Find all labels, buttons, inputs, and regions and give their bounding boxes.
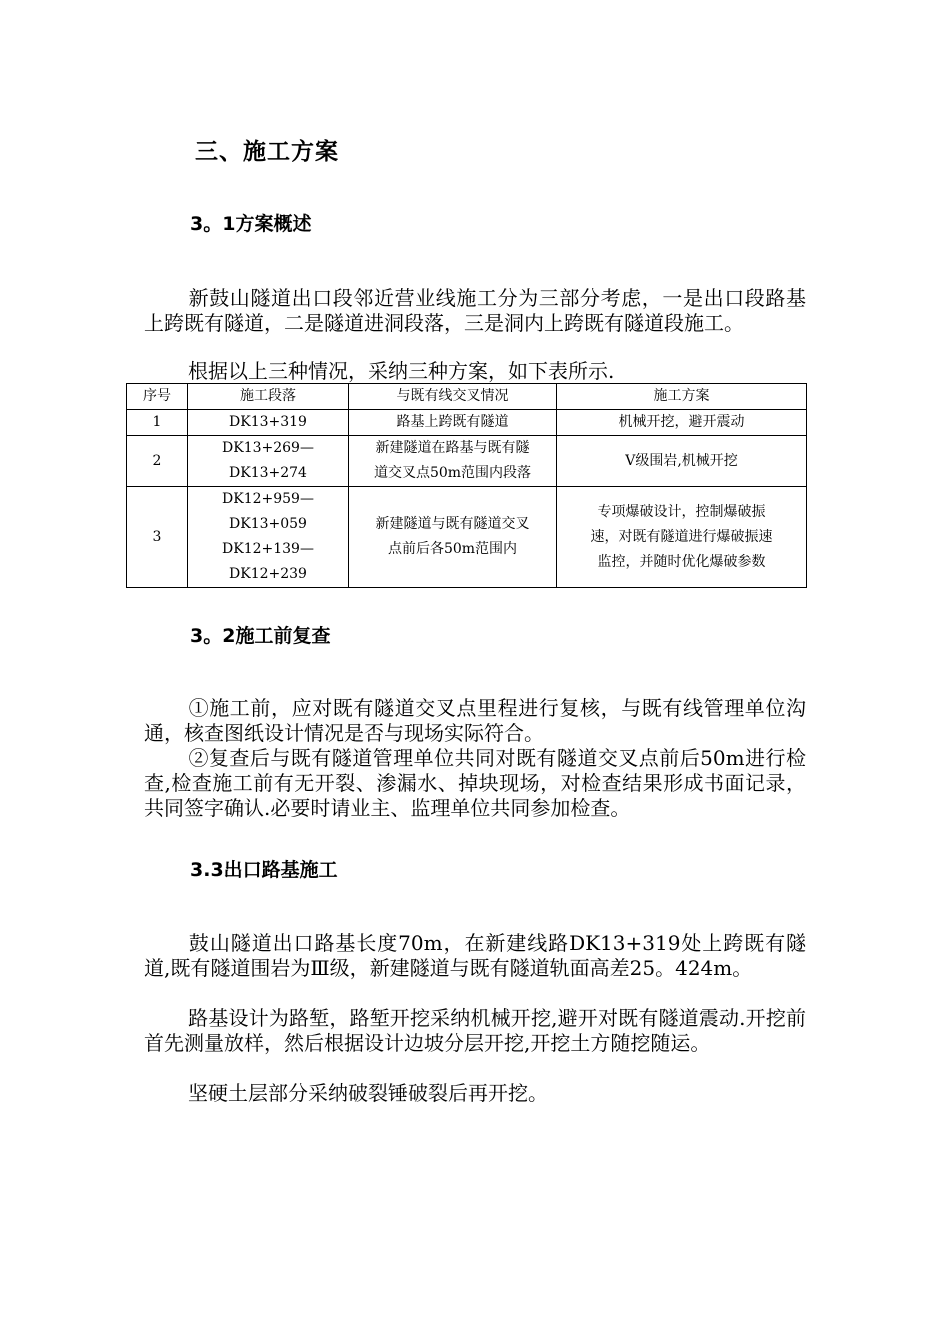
cell-plan: 专项爆破设计，控制爆破振 速，对既有隧道进行爆破振速 监控，并随时优化爆破参数 bbox=[557, 487, 807, 588]
paragraph-subgrade-2: 路基设计为路堑，路堑开挖采纳机械开挖,避开对既有隧道震动.开挖前首先测量放样，然后根据设计边坡分层开挖,开挖土方随挖随运。 bbox=[144, 1006, 806, 1055]
paragraph-recheck-1: ①施工前，应对既有隧道交叉点里程进行复核，与既有线管理单位沟通，核查图纸设计情况是否与现场实际符合。 bbox=[144, 696, 806, 745]
paragraph-recheck-2: ②复查后与既有隧道管理单位共同对既有隧道交叉点前后50m进行检查,检查施工前有无开裂、渗漏水、掉块现场，对检查结果形成书面记录，共同签字确认.必要时请业主、监理单位共同参加检查。 bbox=[144, 746, 806, 820]
plan-table bbox=[126, 383, 807, 588]
paragraph-table-intro: 根据以上三种情况，采纳三种方案，如下表所示. bbox=[188, 359, 615, 383]
heading-3-1: 3。1方案概述 bbox=[190, 213, 312, 235]
heading-3-2: 3。2施工前复查 bbox=[190, 625, 331, 647]
section-title: 三、施工方案 bbox=[195, 139, 339, 165]
paragraph-subgrade-1: 鼓山隧道出口路基长度70m，在新建线路DK13+319处上跨既有隧道,既有隧道围岩为Ⅲ级，新建隧道与既有隧道轨面高差25。424m。 bbox=[144, 931, 806, 980]
cell-no: 1 bbox=[127, 410, 188, 436]
header-cell-plan: 施工方案 bbox=[557, 384, 807, 410]
paragraph-overview: 新鼓山隧道出口段邻近营业线施工分为三部分考虑，一是出口段路基上跨既有隧道，二是隧道进洞段落，三是洞内上跨既有隧道段施工。 bbox=[144, 286, 806, 335]
cell-segment: DK13+319 bbox=[188, 410, 349, 436]
heading-3-3: 3.3出口路基施工 bbox=[190, 859, 338, 881]
cell-crossing: 路基上跨既有隧道 bbox=[349, 410, 557, 436]
cell-crossing: 新建隧道与既有隧道交叉 点前后各50m范围内 bbox=[349, 487, 557, 588]
table-row bbox=[127, 487, 807, 588]
cell-no: 2 bbox=[127, 436, 188, 487]
header-cell-segment: 施工段落 bbox=[188, 384, 349, 410]
header-cell-crossing: 与既有线交叉情况 bbox=[349, 384, 557, 410]
header-cell-no: 序号 bbox=[127, 384, 188, 410]
cell-no: 3 bbox=[127, 487, 188, 588]
table-row bbox=[127, 410, 807, 436]
cell-segment: DK12+959— DK13+059 DK12+139— DK12+239 bbox=[188, 487, 349, 588]
cell-segment: DK13+269— DK13+274 bbox=[188, 436, 349, 487]
cell-crossing: 新建隧道在路基与既有隧 道交叉点50m范围内段落 bbox=[349, 436, 557, 487]
cell-plan: Ⅴ级围岩,机械开挖 bbox=[557, 436, 807, 487]
table-row bbox=[127, 436, 807, 487]
paragraph-subgrade-3: 坚硬土层部分采纳破裂锤破裂后再开挖。 bbox=[188, 1081, 548, 1105]
table-header-row bbox=[127, 384, 807, 410]
cell-plan: 机械开挖，避开震动 bbox=[557, 410, 807, 436]
